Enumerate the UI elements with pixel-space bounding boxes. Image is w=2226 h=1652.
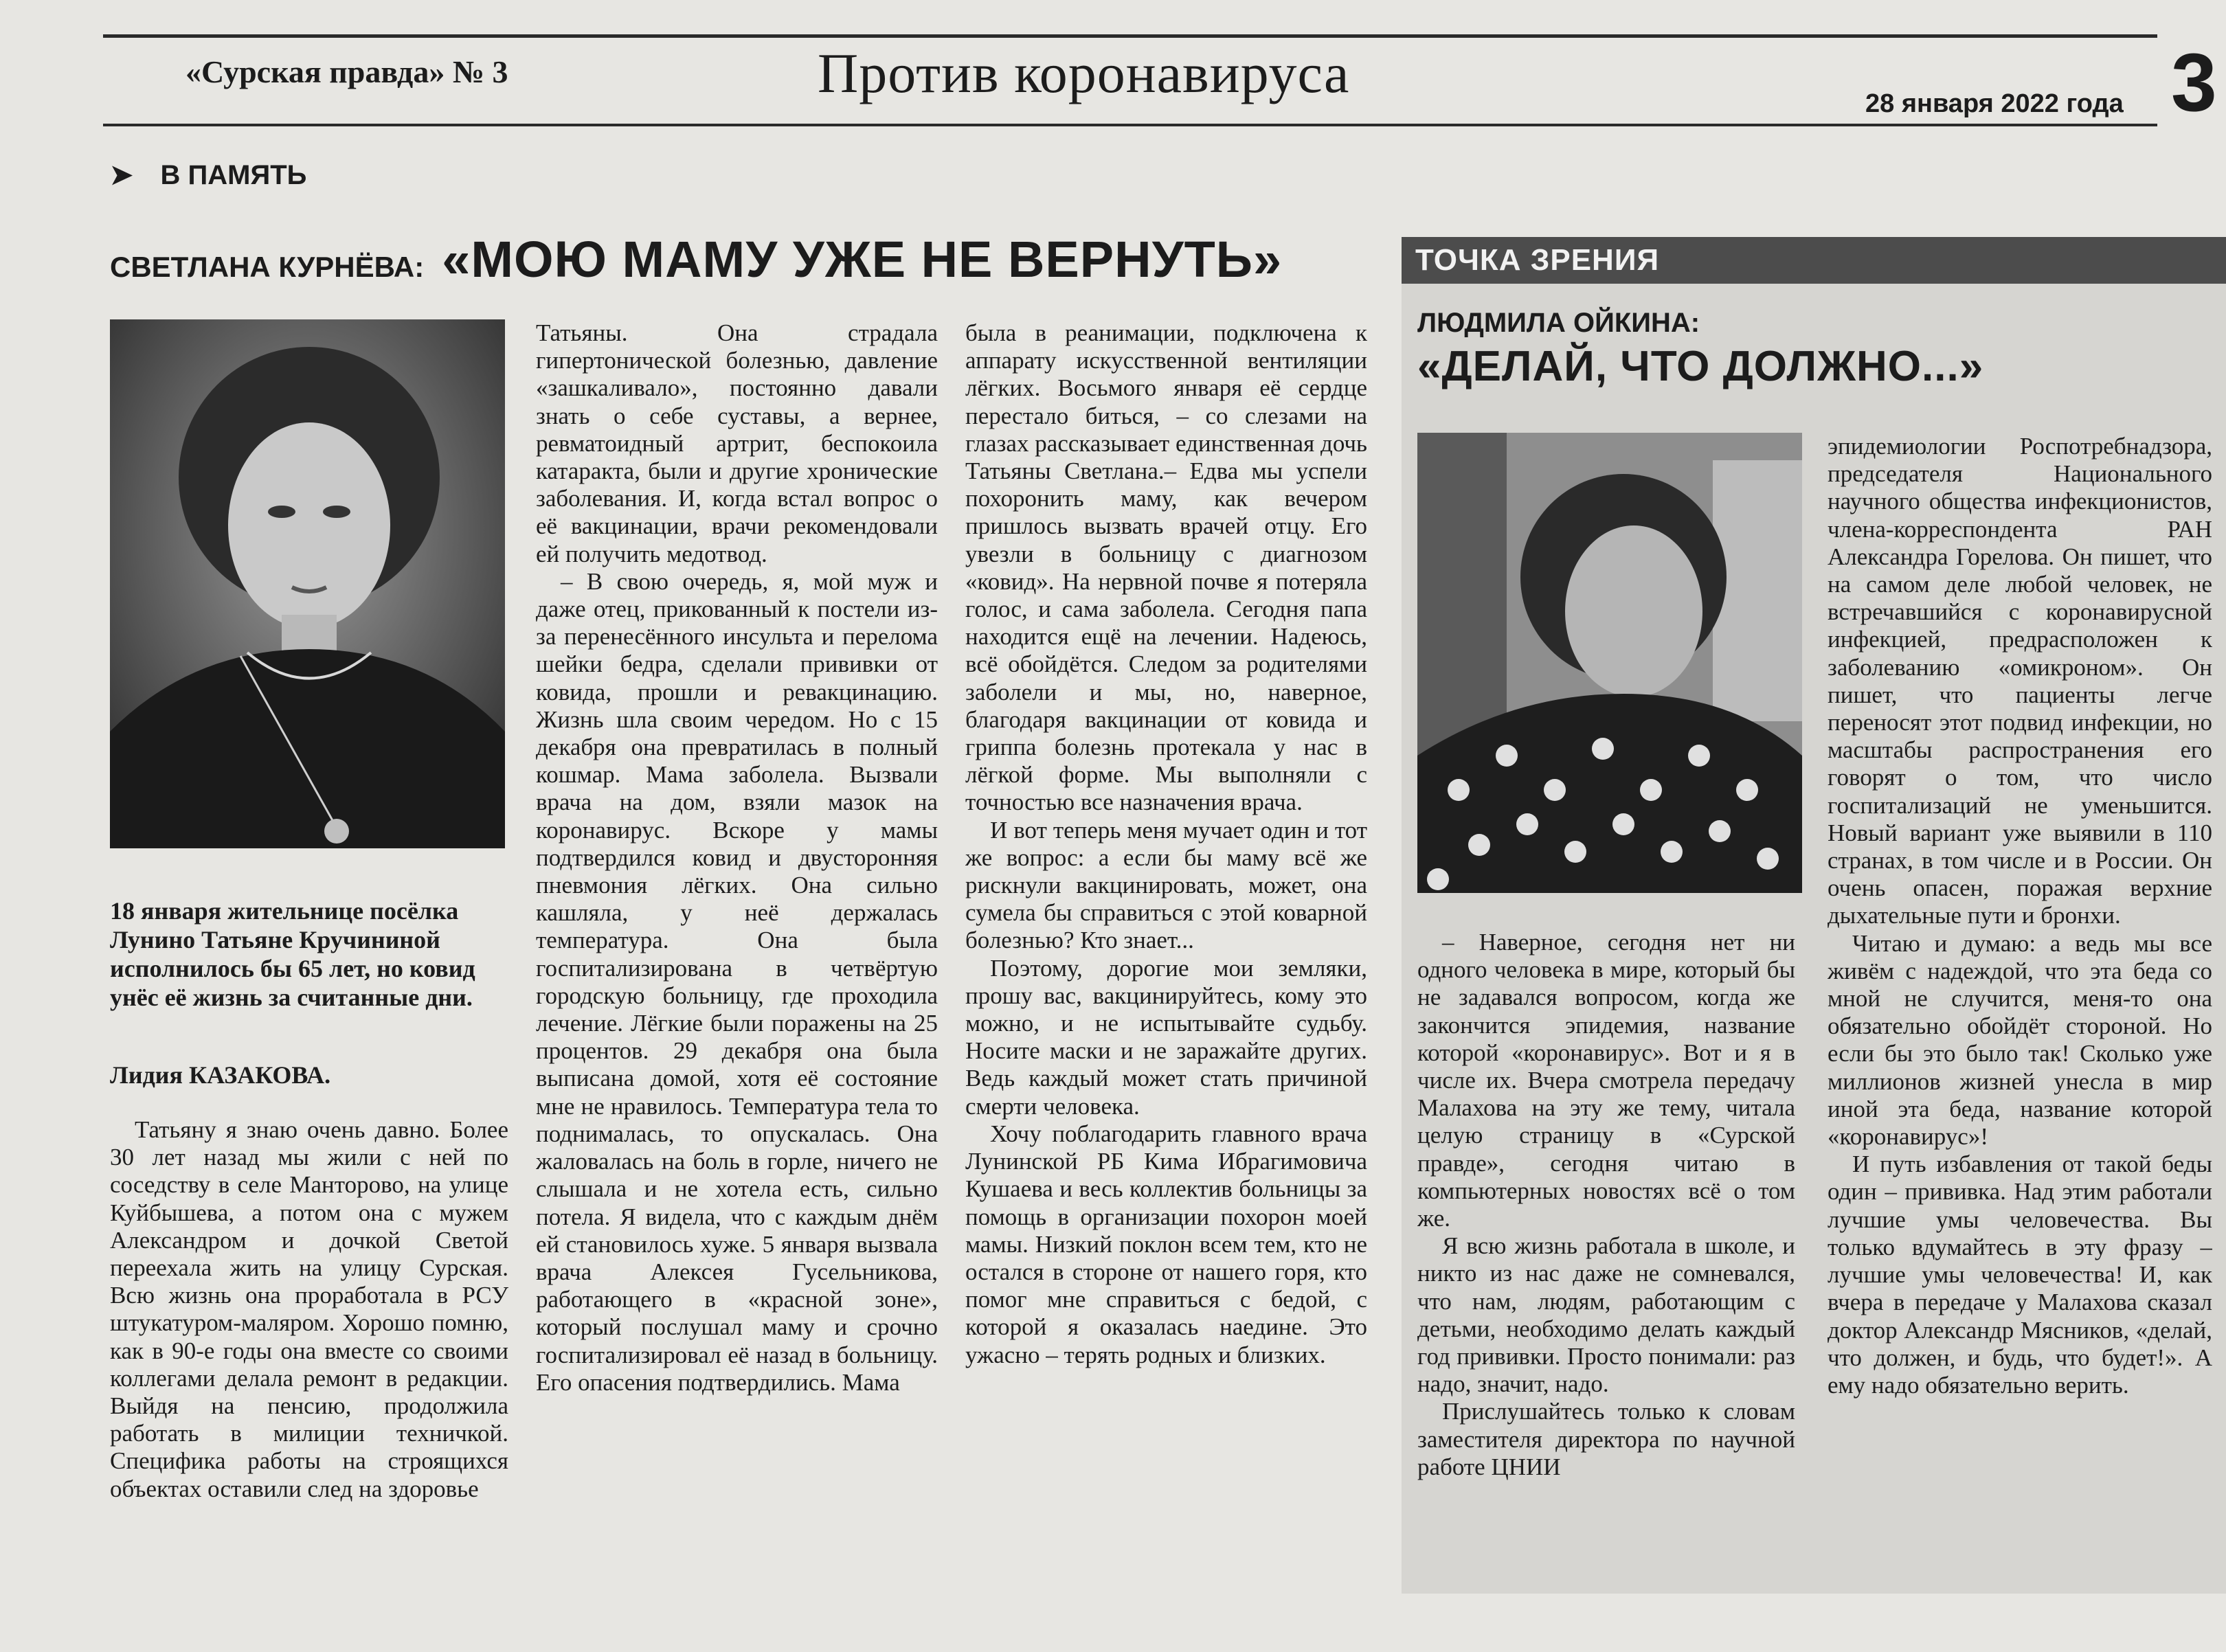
article-column-3	[965, 319, 1367, 1590]
sidebar-quote: «ДЕЛАЙ, ЧТО ДОЛЖНО...»	[1417, 343, 1984, 390]
top-rule	[103, 34, 2157, 38]
section-title: Против коронавируса	[818, 42, 1350, 104]
sidebar-photo	[1417, 433, 1802, 893]
paper-name: «Сурская правда» № 3	[186, 54, 508, 89]
paragraph: Татьяны. Она страдала гипертонической болезнью, давление «зашкаливало», постоянно давали знать о себе суставы, а вернее, ревматоидный артрит, беспокоила катаракта, были и другие хронические заболевания. И, когда встал вопрос о её вакцинации, врачи рекомендовали ей получить медотвод.	[536, 319, 938, 567]
paragraph: И путь избавления от такой беды один – прививка. Над этим работали лучшие умы человечества. Вы только вдумайтесь в эту фразу – лучшие умы человечества! И, как вчера в передаче у Малахова сказал доктор Александр Мясников, «делай, что должен, и будь, что будет!». А ему надо обязательно верить.	[1828, 1151, 2212, 1399]
header-rule	[103, 124, 2157, 126]
paragraph: Читаю и думаю: а ведь мы все живём с надеждой, что эта беда со мной не случится, меня-то она обязательно обойдёт стороной. Но если бы это было так! Сколько уже миллионов жизней унесла в мир иной эта беда, название которой «коронавирус»!	[1828, 929, 2212, 1151]
sidebar-rubric: ТОЧКА ЗРЕНИЯ	[1415, 243, 1660, 277]
sidebar-column-1	[1417, 929, 1795, 1568]
paragraph: И вот теперь меня мучает один и тот же вопрос: а если бы маму всё же рискнули вакцинировать, может, она сумела бы справиться с этой коварной болезнью? Кто знает...	[965, 816, 1367, 954]
page-number: 3	[2171, 36, 2217, 128]
paragraph: – В свою очередь, я, мой муж и даже отец, прикованный к постели из-за перенесённого инсульта и перелома шейки бедра, сделали прививки от ковида, прошли и ревакцинацию. Жизнь шла своим чередом. Но с 15 декабря она превратилась в полный кошмар. Мама заболела. Вызвали врача на дом, взяли мазок на коронавирус. Вскоре у мамы подтвердился ковид и двусторонняя пневмония лёгких. Она сильно кашляла, у неё держалась температура. Она была госпитализирована в четвёртую городскую больницу, где проходила лечение. Лёгкие были поражены на 25 процентов. 29 декабря она была выписана домой, хотя её состояние мне не нравилось. Температура тела то поднималась, то опускалась. Она жаловалась на боль в горле, ничего не слышала и не хотела есть, сильно потела. Я видела, что с каждым днём ей становилось хуже. 5 января вызвала врача Алексея Гусельникова, работающего в «красной зоне», который послушал маму и срочно госпитализировал её назад в больницу. Его опасения подтвердились. Мама	[536, 567, 938, 1396]
paragraph: Татьяну я знаю очень давно. Более 30 лет назад мы жили с ней по соседству в селе Манторово, на улице Куйбышева, а потом она с мужем Александром и дочкой Светой переехала жить на улицу Сурская. Всю жизнь она проработала в РСУ штукатуром-маляром. Хорошо помню, как в 90-е годы она вместе со своими коллегами делала ремонт в редакции. Выйдя на пенсию, продолжила работать в милиции техничкой. Специфика работы на строящихся объектах оставили след на здоровье	[110, 1116, 508, 1502]
issue-date: 28 января 2022 года	[1865, 89, 2124, 118]
portrait-image	[110, 319, 505, 848]
headline-quote: «МОЮ МАМУ УЖЕ НЕ ВЕРНУТЬ»	[442, 231, 1283, 288]
paragraph: Хочу поблагодарить главного врача Лунинской РБ Кима Ибрагимовича Кушаева и весь коллектив больницы за помощь в организации похорон моей мамы. Низкий поклон всем тем, кто не остался в стороне от нашего горя, кто помог мне справиться с бедой, с которой я оказалась наедине. Это ужасно – терять родных и близких.	[965, 1120, 1367, 1368]
rubric-label: В ПАМЯТЬ	[160, 160, 307, 190]
sidebar-column-2	[1828, 433, 2212, 1573]
sidebar-speaker: ЛЮДМИЛА ОЙКИНА:	[1417, 308, 1700, 338]
paragraph: Я всю жизнь работала в школе, и никто из нас даже не сомневался, что нам, людям, работающим с детьми, необходимо делать каждый год прививки. Просто понимали: раз надо, значит, надо.	[1417, 1232, 1795, 1398]
article-column-2	[536, 319, 938, 1590]
paragraph: – Наверное, сегодня нет ни одного человека в мире, который бы не задавался вопросом, когда же закончится эпидемия, название которой «коронавирус». Вот и я в числе их. Вчера смотрела передачу Малахова на эту же тему, читала целую страницу в «Сурской правде», сегодня читаю в компьютерных новостях всё о том же.	[1417, 929, 1795, 1232]
portrait-photo	[110, 319, 505, 848]
paragraph: Поэтому, дорогие мои земляки, прошу вас, вакцинируйтесь, кому это можно, и не испытывайте судьбу. Носите маски и не заражайте других. Ведь каждый может стать причиной смерти человека.	[965, 954, 1367, 1120]
paragraph: Прислушайтесь только к словам заместителя директора по научной работе ЦНИИ	[1417, 1398, 1795, 1480]
paragraph: эпидемиологии Роспотребнадзора, председателя Национального научного общества инфекционистов, члена-корреспондента РАН Александра Горелова. Он пишет, что на самом деле любой человек, не встречавшийся с коронавирусной инфекцией, предрасположен к заболеванию «омикроном». Он пишет, что пациенты легче переносят этот подвид инфекции, но масштабы распространения его говорят о том, что число госпитализаций не уменьшится. Новый вариант уже выявили в 110 странах, в том числе и в России. Он очень опасен, поражая верхние дыхательные пути и бронхи.	[1828, 433, 2212, 929]
sidebar-portrait-image	[1417, 433, 1802, 893]
rubric	[110, 159, 306, 191]
paragraph: была в реанимации, подключена к аппарату искусственной вентиляции лёгких. Восьмого января её сердце перестало биться, – со слезами на глазах рассказывает единственная дочь Татьяны Светлана.– Едва мы успели похоронить маму, как вечером пришлось вызвать врачей отцу. Его увезли в больницу с диагнозом «ковид». На нервной почве я потеряла голос, и сама заболела. Сегодня папа находится ещё на лечении. Надеюсь, всё обойдётся. Следом за родителями заболели и мы, но, наверное, благодаря вакцинации от ковида и гриппа болезнь протекала у нас в лёгкой форме. Мы выполняли с точностью все назначения врача.	[965, 319, 1367, 816]
article-column-1	[110, 1116, 508, 1590]
headline	[110, 230, 1282, 288]
article-byline: Лидия КАЗАКОВА.	[110, 1061, 331, 1089]
headline-speaker: СВЕТЛАНА КУРНЁВА:	[110, 251, 425, 283]
article-lead: 18 января жительнице посёлка Лунино Татьяне Кручининой исполнилось бы 65 лет, но ковид унёс её жизнь за считанные дни.	[110, 897, 475, 1011]
chevron-right-icon: ➤	[110, 160, 133, 190]
